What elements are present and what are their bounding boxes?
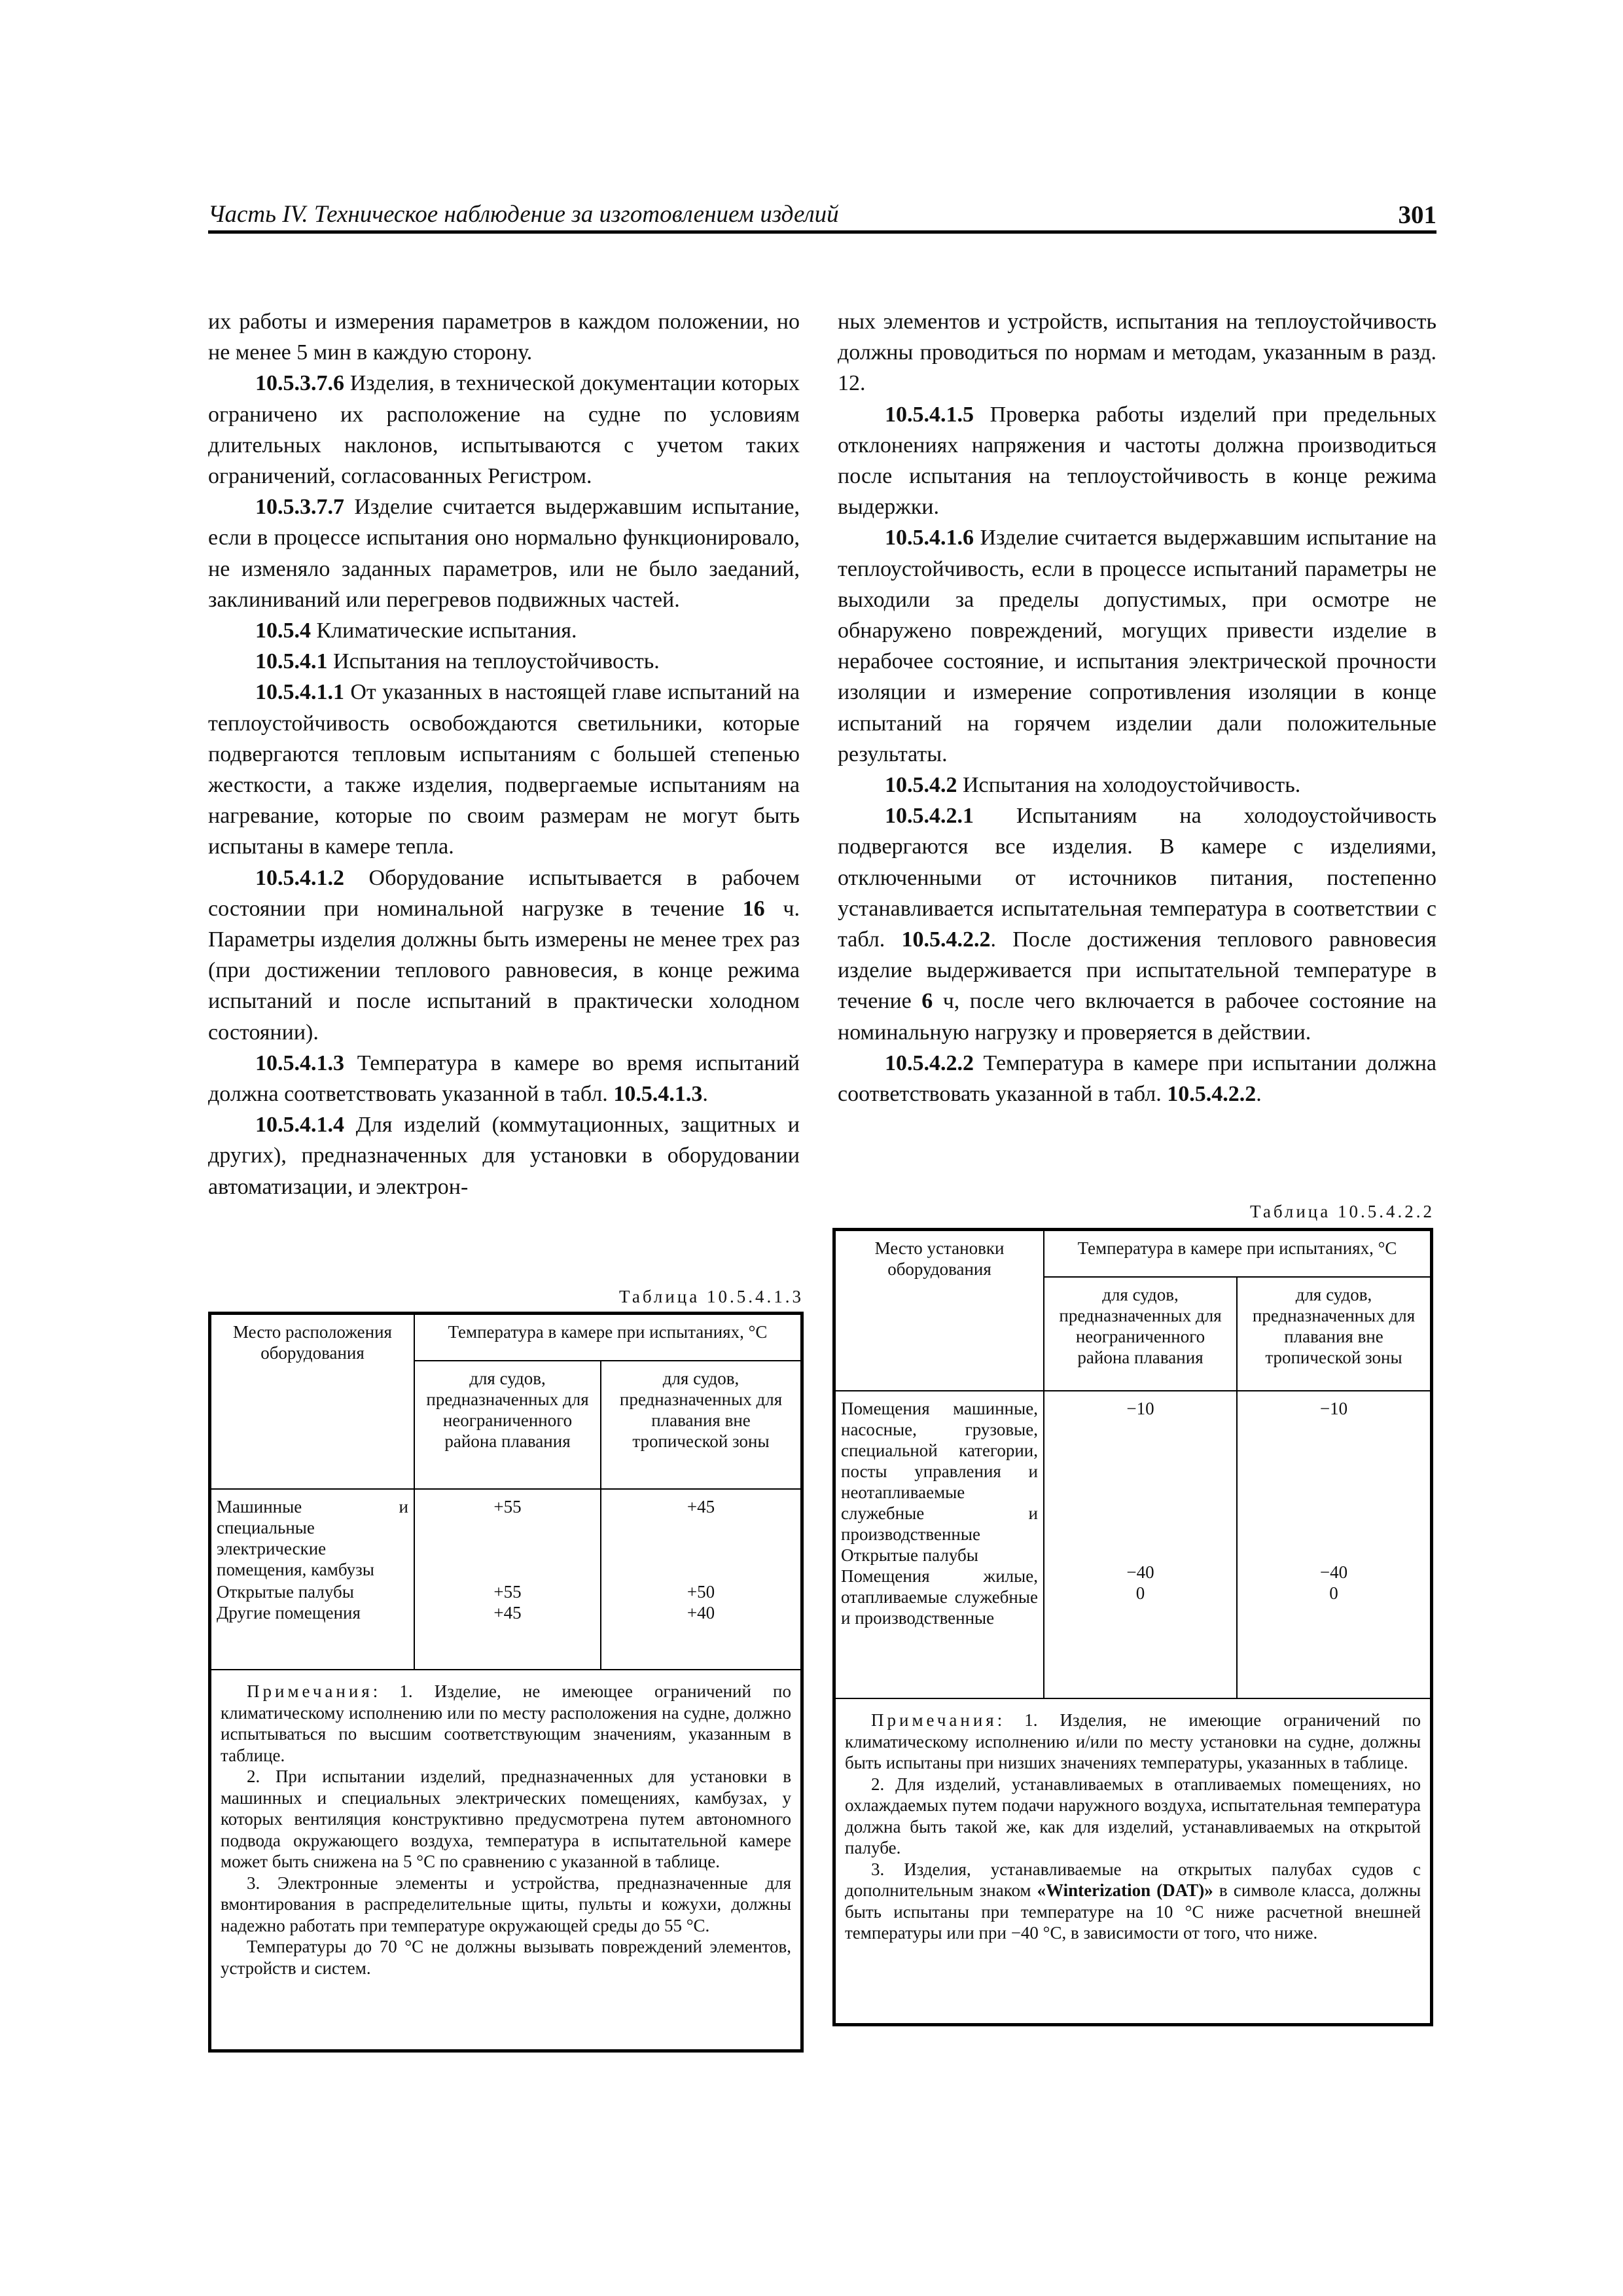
paragraph: 10.5.3.7.7 Изделие считается выдержавшим испытание, если в процессе испытания оно нормально функционировало, не изменяло заданных параметров, или не было заеданий, заклиниваний или перегревов подвижных частей. bbox=[208, 495, 800, 612]
clause-number: 10.5.3.7.7 bbox=[255, 495, 344, 520]
table-row: Открытые палубы bbox=[217, 1582, 354, 1602]
left-column bbox=[208, 306, 800, 1202]
table-reference: 10.5.4.1.3 bbox=[613, 1082, 703, 1107]
column-group-header: Температура в камере при испытаниях, °С bbox=[414, 1315, 800, 1361]
running-title: Часть IV. Техническое наблюдение за изготовлением изделий bbox=[208, 201, 839, 228]
place-cell bbox=[836, 1391, 1044, 1698]
paragraph: 10.5.4.1.5 Проверка работы изделий при предельных отклонениях напряжения и частоты должна производиться после испытания на теплоустойчивость в конце режима выдержки. bbox=[838, 402, 1436, 520]
paragraph: 10.5.4.1.6 Изделие считается выдержавшим испытание на теплоустойчивость, если в процессе испытаний параметры не выходили за пределы допустимых, при осмотре не обнаружено повреждений, могущих привести изделие в нерабочее состояние, и испытания электрической прочности изоляции и измерение сопротивления изоляции в конце испытаний на горячем изделии дали положительные результаты. bbox=[838, 526, 1436, 766]
clause-number: 10.5.4.1.3 bbox=[255, 1050, 344, 1075]
table-row: Открытые палубы bbox=[841, 1545, 978, 1565]
paragraph: 10.5.4.1.4 Для изделий (коммутационных, защитных и других), предназначенных для установки в оборудовании автоматизации, и электрон- bbox=[208, 1113, 800, 1199]
column-group-header: Температура в камере при испытаниях, °С bbox=[1044, 1231, 1430, 1277]
table-row: Другие помещения bbox=[217, 1603, 361, 1623]
paragraph: 10.5.4.1.1 От указанных в настоящей главе испытаний на теплоустойчивость освобождаются светильники, которые подвергаются тепловым испытаниям с большей степенью жесткости, а также изделия, подвергаемые испытаниям на нагревание, которые по своим размерам не могут быть испытаны в камере тепла. bbox=[208, 680, 800, 859]
clause-number: 10.5.4.1.4 bbox=[255, 1113, 344, 1138]
clause-number: 10.5.4.2 bbox=[885, 773, 957, 798]
page-header bbox=[208, 200, 1436, 234]
column-header: Место установки оборудования bbox=[836, 1231, 1044, 1391]
column-subheader: для судов, предназначенных для плавания вне тропической зоны bbox=[601, 1361, 800, 1489]
value-cell: −10 −40 0 bbox=[1237, 1391, 1430, 1698]
table-notes: Примечания: 1. Изделия, не имеющие ограничений по климатическому исполнению и/или по месту установки на судне, должны быть испытаны при низших значениях температуры, указанных в таблице. 2. Для изделий, устанавливаемых в отапливаемых помещениях, но охлаждаемых путем подачи наружного воздуха, испытательная температура должна быть такой же, как для изделий, устанавливаемых на открытой палубе. 3. Изделия, устанавливаемые на открытых палубах судов с дополнительным знаком «Winterization (DAT)» в символе класса, должны быть испытаны при температуре на 10 °С ниже расчетной внешней температуры или при −40 °С, в зависимости от того, что ниже. bbox=[836, 1698, 1430, 1953]
table-caption: Таблица 10.5.4.2.2 bbox=[1250, 1202, 1435, 1221]
table-10-5-4-1-3 bbox=[211, 1315, 800, 1988]
column-subheader: для судов, предназначенных для плавания вне тропической зоны bbox=[1237, 1277, 1430, 1391]
clause-number: 10.5.3.7.6 bbox=[255, 371, 344, 396]
header-rule bbox=[208, 230, 1436, 234]
right-column bbox=[838, 306, 1436, 1109]
paragraph: 10.5.4.1.3 Температура в камере во время испытаний должна соответствовать указанной в табл. 10.5.4.1.3. bbox=[208, 1050, 800, 1107]
table-10-5-4-2-2 bbox=[836, 1231, 1430, 1953]
table-reference: 10.5.4.2.2 bbox=[1167, 1082, 1257, 1107]
clause-number: 10.5.4.1 bbox=[255, 649, 328, 674]
paragraph: 10.5.4.2.2 Температура в камере при испытании должна соответствовать указанной в табл. 10.5.4.2.2. bbox=[838, 1050, 1436, 1107]
clause-number: 10.5.4.1.2 bbox=[255, 865, 344, 890]
clause-number: 10.5.4 bbox=[255, 619, 311, 643]
table-row: Машинные и специальные электрические помещения, камбузы bbox=[217, 1497, 408, 1579]
paragraph: 10.5.4.1.2 Оборудование испытывается в рабочем состоянии при номинальной нагрузке в течение 16 ч. Параметры изделия должны быть измерены не менее трех раз (при достижении теплового равновесия, в конце режима испытаний и после испытаний в практически холодном состоянии). bbox=[208, 865, 800, 1045]
column-subheader: для судов, предназначенных для неограниченного района плавания bbox=[414, 1361, 601, 1489]
table-notes: Примечания: 1. Изделие, не имеющее ограничений по климатическому исполнению или по месту расположения на судне, должно испытываться по высшим соответствующим значениям, указанным в таблице. 2. При испытании изделий, предназначенных для установки в машинных и специальных электрических помещениях, камбузах, у которых вентиляция конструктивно предусмотрена путем автономного подвода окружающего воздуха, температура в испытательной камере может быть снижена на 5 °С по сравнению с указанной в таблице. 3. Электронные элементы и устройства, предназначенные для вмонтирования в распределительные щиты, пульты и кожухи, должны надежно работать при температуре окружающей среды до 55 °С. Температуры до 70 °С не должны вызывать повреждений элементов, устройств и систем. bbox=[211, 1670, 800, 1988]
clause-number: 10.5.4.1.5 bbox=[885, 402, 974, 427]
table-reference: 10.5.4.2.2 bbox=[901, 927, 991, 952]
section-heading: 10.5.4 Климатические испытания. bbox=[255, 619, 577, 643]
table-row: Помещения машинные, насосные, грузовые, специальной категории, посты управления и неотапливаемые служебные и производственные bbox=[841, 1399, 1038, 1544]
paragraph: их работы и измерения параметров в каждом положении, но не менее 5 мин в каждую сторону. bbox=[208, 310, 800, 365]
clause-number: 10.5.4.2.2 bbox=[885, 1050, 974, 1075]
table-caption: Таблица 10.5.4.1.3 bbox=[619, 1287, 804, 1306]
notes-label: Примечания bbox=[247, 1681, 373, 1701]
paragraph: 10.5.4.2.1 Испытаниям на холодоустойчивость подвергаются все изделия. В камере с изделиями, отключенными от источников питания, постепенно устанавливается испытательная температура в соответствии с табл. 10.5.4.2.2. После достижения теплового равновесия изделие выдерживается при испытательной температуре в течение 6 ч, после чего включается в рабочее состояние на номинальную нагрузку и проверяется в действии. bbox=[838, 804, 1436, 1045]
value-cell: +55 +55 +45 bbox=[414, 1489, 601, 1670]
notes-label: Примечания bbox=[871, 1710, 997, 1730]
value-cell: +45 +50 +40 bbox=[601, 1489, 800, 1670]
paragraph: ных элементов и устройств, испытания на теплоустойчивость должны проводиться по нормам и методам, указанным в разд. 12. bbox=[838, 310, 1436, 396]
value-cell: −10 −40 0 bbox=[1044, 1391, 1237, 1698]
page-number: 301 bbox=[1398, 201, 1436, 229]
column-subheader: для судов, предназначенных для неограниченного района плавания bbox=[1044, 1277, 1237, 1391]
place-cell bbox=[211, 1489, 414, 1670]
clause-number: 10.5.4.1.6 bbox=[885, 526, 974, 550]
table-row: Помещения жилые, отапливаемые служебные и производственные bbox=[841, 1566, 1038, 1628]
column-header: Место расположения оборудования bbox=[211, 1315, 414, 1489]
section-heading: 10.5.4.2 Испытания на холодоустойчивость. bbox=[885, 773, 1301, 798]
clause-number: 10.5.4.2.1 bbox=[885, 804, 974, 829]
paragraph: 10.5.4.1 Испытания на теплоустойчивость. bbox=[255, 649, 660, 674]
clause-number: 10.5.4.1.1 bbox=[255, 680, 344, 705]
paragraph: 10.5.3.7.6 Изделия, в технической документации которых ограничено их расположение на судне по условиям длительных наклонов, испытываются с учетом таких ограничений, согласованных Регистром. bbox=[208, 371, 800, 489]
class-sign: «Winterization (DAT)» bbox=[1037, 1880, 1213, 1900]
